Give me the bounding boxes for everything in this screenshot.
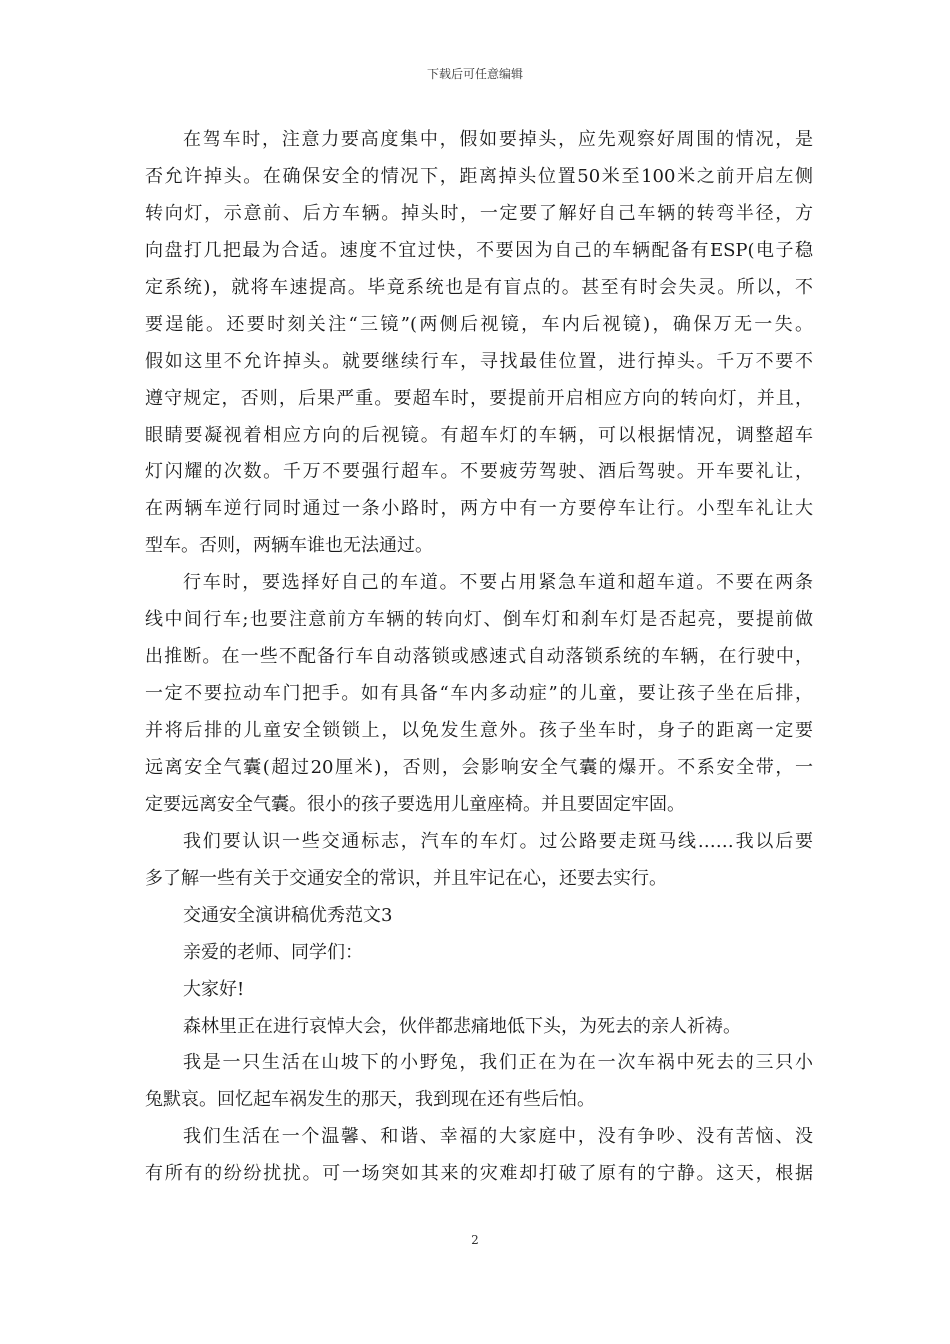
text-line: 定系统)，就将车速提高。毕竟系统也是有盲点的。甚至有时会失灵。所以，不 <box>145 276 813 298</box>
text-line: 行车时，要选择好自己的车道。不要占用紧急车道和超车道。不要在两条 <box>183 572 813 594</box>
text-line: 森林里正在进行哀悼大会，伙伴都悲痛地低下头，为死去的亲人祈祷。 <box>183 1015 741 1037</box>
text-line: 眼睛要凝视着相应方向的后视镜。有超车灯的车辆，可以根据情况，调整超车 <box>145 424 813 446</box>
text-line: 在两辆车逆行同时通过一条小路时，两方中有一方要停车让行。小型车礼让大 <box>145 498 813 520</box>
page-number: 2 <box>471 1233 479 1247</box>
text-line: 在驾车时，注意力要高度集中，假如要掉头，应先观察好周围的情况，是 <box>183 129 813 150</box>
text-line: 我们生活在一个温馨、和谐、幸福的大家庭中，没有争吵、没有苦恼、没 <box>183 1126 813 1148</box>
text-line: 多了解一些有关于交通安全的常识，并且牢记在心，还要去实行。 <box>145 867 667 889</box>
text-line: 远离安全气囊(超过20厘米)，否则，会影响安全气囊的爆开。不系安全带，一 <box>145 756 813 778</box>
text-line: 型车。否则，两辆车谁也无法通过。 <box>145 535 433 557</box>
text-line: 假如这里不允许掉头。就要继续行车，寻找最佳位置，进行掉头。千万不要不 <box>145 350 813 372</box>
page-header: 下载后可任意编辑 <box>426 67 523 81</box>
text-line: 转向灯，示意前、后方车辆。掉头时，一定要了解好自己车辆的转弯半径，方 <box>145 202 813 224</box>
text-line: 并将后排的儿童安全锁锁上，以免发生意外。孩子坐车时，身子的距离一定要 <box>145 720 813 741</box>
text-line: 有所有的纷纷扰扰。可一场突如其来的灾难却打破了原有的宁静。这天，根据 <box>145 1163 813 1185</box>
salutation: 亲爱的老师、同学们： <box>183 941 363 963</box>
text-line: 一定不要拉动车门把手。如有具备“车内多动症”的儿童，要让孩子坐在后排， <box>145 683 813 705</box>
text-line: 要逞能。还要时刻关注“三镜”(两侧后视镜，车内后视镜)，确保万无一失。 <box>145 313 813 335</box>
section-heading: 交通安全演讲稿优秀范文3 <box>183 904 393 926</box>
text-line: 我们要认识一些交通标志，汽车的车灯。过公路要走斑马线……我以后要 <box>183 830 813 852</box>
text-line: 兔默哀。回忆起车祸发生的那天，我到现在还有些后怕。 <box>145 1089 595 1111</box>
document-body <box>145 122 813 1193</box>
text-line: 遵守规定，否则，后果严重。要超车时，要提前开启相应方向的转向灯，并且， <box>145 387 813 409</box>
text-line: 出推断。在一些不配备行车自动落锁或感速式自动落锁系统的车辆，在行驶中， <box>145 646 813 668</box>
text-line: 灯闪耀的次数。千万不要强行超车。不要疲劳驾驶、酒后驾驶。开车要礼让， <box>145 461 813 483</box>
text-line: 定要远离安全气囊。很小的孩子要选用儿童座椅。并且要固定牢固。 <box>145 793 685 815</box>
text-line: 向盘打几把最为合适。速度不宜过快，不要因为自己的车辆配备有ESP(电子稳 <box>145 239 813 261</box>
text-line: 否允许掉头。在确保安全的情况下，距离掉头位置50米至100米之前开启左侧 <box>145 165 813 187</box>
greeting: 大家好! <box>183 978 245 1000</box>
text-line: 线中间行车;也要注意前方车辆的转向灯、倒车灯和刹车灯是否起亮，要提前做 <box>145 609 813 631</box>
text-line: 我是一只生活在山坡下的小野兔，我们正在为在一次车祸中死去的三只小 <box>183 1052 813 1074</box>
